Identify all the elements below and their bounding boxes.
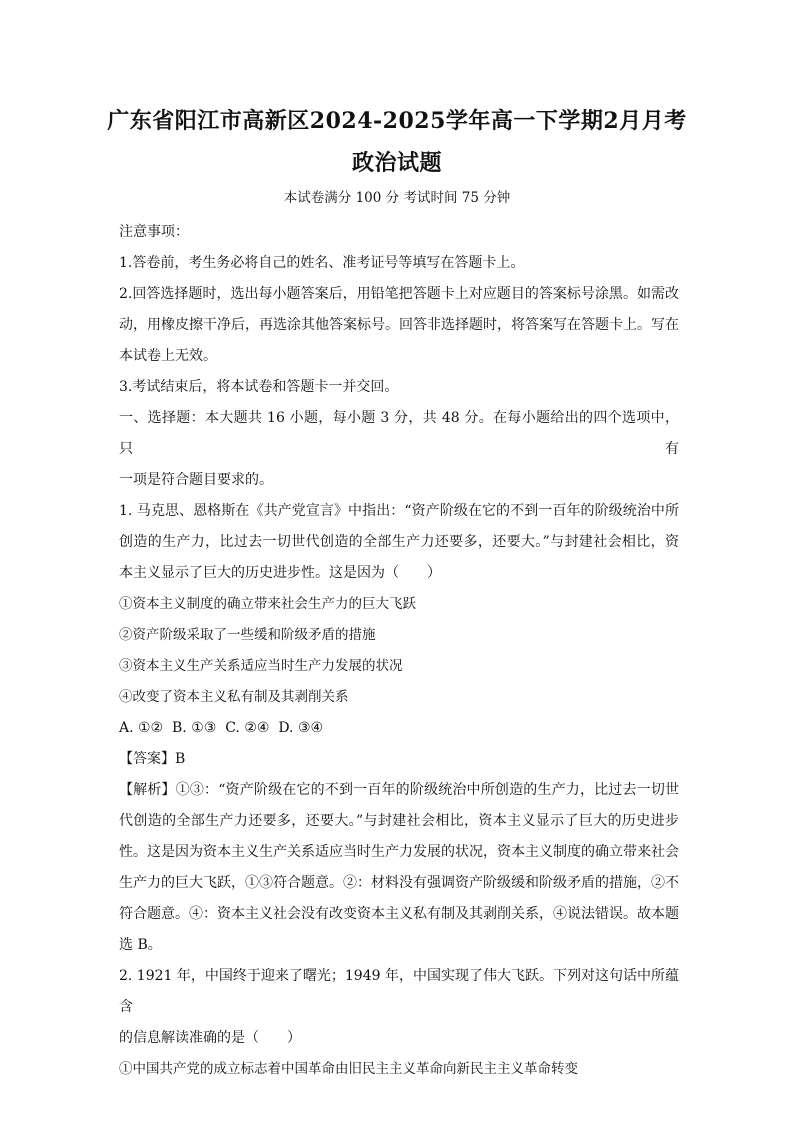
notes-item-2-line2: 动，用橡皮擦干净后，再选涂其他答案标号。回答非选择题时，将答案写在答题卡上。写在 xyxy=(119,317,679,333)
q1-stem-line3: 本主义显示了巨大的历史进步性。这是因为（ ） xyxy=(119,565,441,581)
q1-stem-line1: 1. 马克思、恩格斯在《共产党宣言》中指出：“资产阶级在它的不到一百年的阶级统治中所 xyxy=(119,503,679,519)
notes-heading: 注意事项： xyxy=(119,224,189,240)
section-heading-line2: 一项是符合题目要求的。 xyxy=(119,472,273,488)
q2-option-1: ①中国共产党的成立标志着中国革命由旧民主主义革命向新民主主义革命转变 xyxy=(119,1061,578,1077)
notes-item-1: 1.答卷前，考生务必将自己的姓名、准考证号等填写在答题卡上。 xyxy=(119,255,525,271)
q1-answer: 【答案】B xyxy=(119,751,186,767)
exam-subtitle: 本试卷满分 100 分 考试时间 75 分钟 xyxy=(283,190,511,206)
q1-option-4: ④改变了资本主义私有制及其剥削关系 xyxy=(119,689,349,705)
q1-analysis-line4: 生产力的巨大飞跃，①③符合题意。②：材料没有强调资产阶级缓和阶级矛盾的措施，②不 xyxy=(119,875,679,891)
q1-analysis-line3: 性。这是因为资本主义生产关系适应当时生产力发展的状况，资本主义制度的确立带来社会 xyxy=(119,844,679,860)
q1-choices: A. ①② B. ①③ C. ②④ D. ③④ xyxy=(119,720,324,736)
q2-stem-line2: 的信息解读准确的是（ ） xyxy=(119,1030,301,1046)
exam-body xyxy=(119,217,679,1085)
q1-analysis-line6: 选 B。 xyxy=(119,937,162,953)
notes-item-2-line3: 本试卷上无效。 xyxy=(119,348,217,364)
section-heading-line1: 一、选择题：本大题共 16 小题，每小题 3 分，共 48 分。在每小题给出的四个选项中，只有 xyxy=(119,410,679,457)
exam-title-line2: 政治试题 xyxy=(351,150,442,176)
q2-stem-line1: 2. 1921 年，中国终于迎来了曙光；1949 年，中国实现了伟大飞跃。下列对这句话中所蕴含 xyxy=(119,968,679,1015)
notes-item-3: 3.考试结束后，将本试卷和答题卡一并交回。 xyxy=(119,379,399,395)
q1-option-2: ②资产阶级采取了一些缓和阶级矛盾的措施 xyxy=(119,627,376,643)
q1-stem-line2: 创造的生产力，比过去一切世代创造的全部生产力还要多，还要大。”与封建社会相比，资 xyxy=(119,534,679,550)
q1-option-3: ③资本主义生产关系适应当时生产力发展的状况 xyxy=(119,658,403,674)
exam-title-line1: 广东省阳江市高新区2024-2025学年高一下学期2月月考 xyxy=(107,108,687,134)
q1-analysis-line5: 符合题意。④：资本主义社会没有改变资本主义私有制及其剥削关系，④说法错误。故本题 xyxy=(119,906,679,922)
q1-option-1: ①资本主义制度的确立带来社会生产力的巨大飞跃 xyxy=(119,596,416,612)
q1-analysis-line2: 代创造的全部生产力还要多，还要大。”与封建社会相比，资本主义显示了巨大的历史进步 xyxy=(119,813,679,829)
notes-item-2-line1: 2.回答选择题时，选出每小题答案后，用铅笔把答题卡上对应题目的答案标号涂黑。如需改 xyxy=(119,286,679,302)
q1-analysis-line1: 【解析】①③：“资产阶级在它的不到一百年的阶级统治中所创造的生产力，比过去一切世 xyxy=(119,782,679,798)
